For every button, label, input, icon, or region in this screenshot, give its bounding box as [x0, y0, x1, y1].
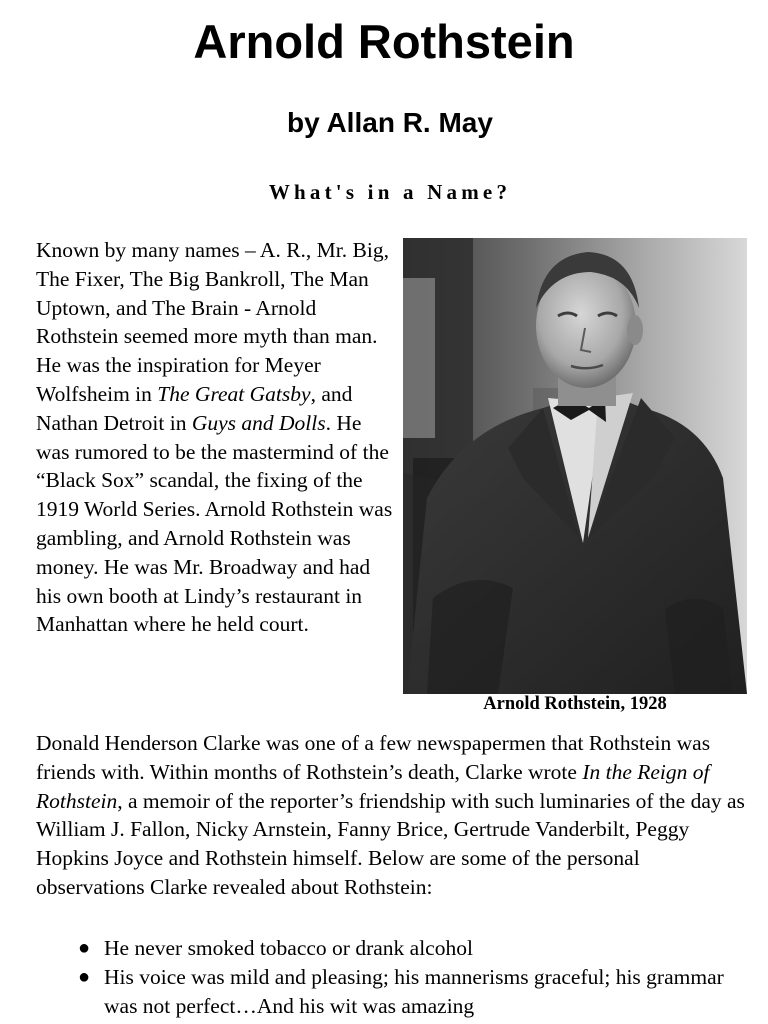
- intro-text-2: , and Nathan Detroit in: [36, 381, 353, 435]
- list-item: [36, 963, 752, 1021]
- bullet-icon: ●: [78, 965, 91, 988]
- portrait-figure: [403, 238, 747, 694]
- list-item-text: His voice was mild and pleasing; his mannerisms graceful; his grammar was not perfect…And his wit was amazing: [104, 964, 724, 1018]
- photo-caption: Arnold Rothstein, 1928: [483, 694, 667, 714]
- clarke-paragraph: [36, 729, 752, 902]
- observations-list: [36, 934, 752, 1020]
- list-item: [36, 934, 752, 963]
- intro-paragraph: [36, 236, 398, 639]
- book-title-reign-of-rothstein: In the Reign of Rothstein: [36, 759, 710, 813]
- bullet-icon: ●: [78, 937, 91, 959]
- author-byline: by Allan R. May: [287, 107, 493, 138]
- portrait-photo: [403, 238, 747, 694]
- show-title-guys-and-dolls: Guys and Dolls: [191, 410, 326, 435]
- intro-text-1: Known by many names – A. R., Mr. Big, The Fixer, The Big Bankroll, The Man Uptown, and The Brain - Arnold Rothstein seemed more myth than man. He was the inspiration for Meyer Wolfsheim in: [36, 238, 389, 406]
- list-item-text: He never smoked tobacco or drank alcohol: [104, 936, 473, 960]
- clarke-text-2: , a memoir of the reporter’s friendship with such luminaries of the day as William J. Fallon, Nicky Arnstein, Fanny Brice, Gertrude Vanderbilt, Peggy Hopkins Joyce and Rothstein himself. Below are some of the personal observations Clarke revealed about Rothstein:: [36, 788, 745, 899]
- book-title-great-gatsby: The Great Gatsby: [157, 381, 311, 406]
- clarke-text-1: Donald Henderson Clarke was one of a few newspapermen that Rothstein was friends with. Within months of Rothstein’s death, Clarke wrote: [36, 731, 711, 784]
- page-title: Arnold Rothstein: [193, 15, 575, 68]
- section-heading: What's in a Name?: [268, 180, 512, 204]
- intro-text-3: . He was rumored to be the mastermind of the “Black Sox” scandal, the fixing of the 1919 World Series. Arnold Rothstein was gambling, and Arnold Rothstein was money. He was Mr. Broadway and had his own booth at Lindy’s restaurant in Manhattan where he held court.: [36, 410, 393, 637]
